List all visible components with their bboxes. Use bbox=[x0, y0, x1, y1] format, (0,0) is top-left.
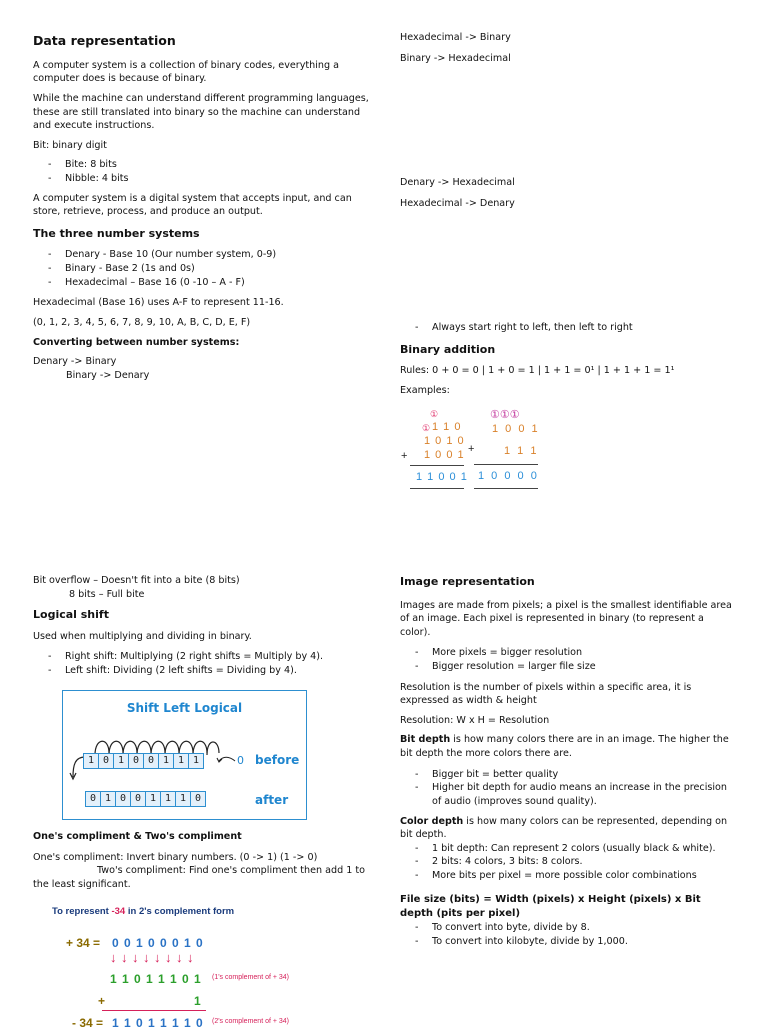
list-item: - Binary - Base 2 (1s and 0s) bbox=[33, 262, 373, 276]
bits-before bbox=[83, 753, 204, 769]
sum-line bbox=[474, 488, 538, 489]
paragraph: Two's compliment: Find one's compliment then add 1 to the least significant. bbox=[33, 865, 366, 890]
image-list bbox=[400, 646, 736, 673]
paragraph bbox=[400, 815, 736, 842]
list-item: - Bite: 8 bits bbox=[33, 158, 373, 172]
bit-cell: 1 bbox=[159, 754, 174, 768]
bit-cell: 0 bbox=[116, 792, 131, 806]
addend-row: 1 0 0 1 bbox=[424, 449, 465, 461]
row-ones-bits: 1 1 0 1 1 1 0 1 bbox=[110, 972, 202, 986]
paragraph: Hexadecimal (Base 16) uses A-F to represent 11-16. bbox=[33, 297, 284, 309]
image-representation-section bbox=[400, 574, 736, 948]
figure-title-part: To represent bbox=[52, 906, 112, 917]
color-depth-list bbox=[400, 842, 736, 883]
sum-line bbox=[102, 1010, 206, 1011]
addition-example-2 bbox=[468, 408, 548, 498]
before-label: before bbox=[255, 753, 300, 767]
right-conversion-section bbox=[400, 176, 740, 210]
list-item: - To convert into byte, divide by 8. bbox=[400, 921, 736, 935]
paragraph: Bit overflow – Doesn't fit into a bite (8 bits) bbox=[33, 575, 240, 586]
plus-sign: + bbox=[401, 450, 408, 462]
conversion-line: Denary -> Hexadecimal bbox=[400, 177, 515, 188]
addition-tip-list bbox=[400, 321, 740, 335]
paragraph: A computer system is a digital system that accepts input, and can store, retrieve, process, and produce an output. bbox=[33, 192, 352, 218]
row-plus34-bits: 0 0 1 0 0 0 1 0 bbox=[112, 936, 204, 950]
bit-cell: 0 bbox=[194, 793, 202, 804]
conversion-line: Binary -> Hexadecimal bbox=[400, 52, 511, 64]
conversion-line: Denary -> Binary bbox=[33, 356, 117, 368]
row-minus34-label: - 34 = bbox=[72, 1016, 104, 1030]
carry-icon: ① bbox=[430, 409, 439, 419]
zero-input: 0 bbox=[237, 754, 244, 767]
right-top-section bbox=[400, 31, 740, 65]
bit-cell: 1 bbox=[84, 754, 99, 768]
term: Color depth bbox=[400, 815, 464, 827]
bit-cell: 1 bbox=[192, 755, 200, 766]
bit-cell: 1 bbox=[146, 792, 161, 806]
binary-addition-section bbox=[400, 321, 740, 397]
add-one: 1 bbox=[194, 994, 201, 1008]
carry-icon: ① bbox=[422, 423, 431, 433]
sum-line bbox=[410, 488, 464, 489]
carry-icon: ①①① bbox=[490, 409, 520, 421]
invert-arrows-icon: ↓↓↓↓↓↓↓↓ bbox=[110, 950, 198, 965]
bit-cell: 1 bbox=[174, 754, 189, 768]
paragraph: Used when multiplying and dividing in binary. bbox=[33, 630, 252, 642]
bit-cell: 1 bbox=[161, 792, 176, 806]
term: Bit depth bbox=[400, 734, 451, 746]
paragraph: A computer system is a collection of binary codes, everything a computer does is because of binary. bbox=[33, 59, 340, 85]
after-label: after bbox=[255, 793, 289, 807]
figure-title-value: -34 bbox=[111, 906, 126, 917]
figure-title-part: in 2's complement form bbox=[125, 906, 235, 917]
bit-cell: 0 bbox=[144, 754, 159, 768]
list-item: - Always start right to left, then left to right bbox=[400, 321, 740, 335]
plus-sign: + bbox=[98, 994, 106, 1008]
heading-three-systems: The three number systems bbox=[33, 226, 200, 240]
conversion-line: Binary -> Denary bbox=[66, 369, 150, 381]
bit-cell: 0 bbox=[99, 754, 114, 768]
twos-complement-figure bbox=[52, 905, 372, 1030]
sum-row: 1 1 0 0 1 bbox=[416, 471, 468, 483]
bit-cell: 1 bbox=[176, 792, 191, 806]
paragraph: One's compliment: Invert binary numbers. (0 -> 1) (1 -> 0) bbox=[33, 851, 318, 863]
file-size-formula: File size (bits) = Width (pixels) x Height (pixels) x Bit depth (pits per pixel) bbox=[400, 893, 701, 919]
figure-title bbox=[52, 905, 234, 918]
sum-line bbox=[410, 465, 464, 466]
paragraph: Examples: bbox=[400, 384, 450, 396]
left-top-section bbox=[33, 32, 373, 382]
bits-after bbox=[85, 791, 206, 807]
list-item: - To convert into kilobyte, divide by 1,000. bbox=[400, 935, 736, 949]
definition: is how many colors can be represented, depending on bit depth. bbox=[400, 815, 728, 841]
paragraph: Bit: binary digit bbox=[33, 139, 107, 151]
file-size-list bbox=[400, 921, 736, 948]
addend-row: 1 1 0 bbox=[432, 421, 462, 433]
list-item: - Bigger bit = better quality bbox=[400, 768, 736, 782]
heading-image-representation: Image representation bbox=[400, 575, 535, 588]
heading-complements: One's compliment & Two's compliment bbox=[33, 831, 242, 842]
diagram-title: Shift Left Logical bbox=[126, 701, 243, 715]
zero-in-arrow-icon bbox=[215, 754, 237, 768]
bit-cell: 1 bbox=[101, 792, 116, 806]
bit-cell: 0 bbox=[129, 754, 144, 768]
list-item: - Right shift: Multiplying (2 right shifts = Multiply by 4). bbox=[33, 650, 373, 664]
sum-row: 1 0 0 0 0 bbox=[478, 470, 539, 482]
bit-depth-list bbox=[400, 768, 736, 809]
heading-binary-addition: Binary addition bbox=[400, 342, 496, 356]
systems-list bbox=[33, 248, 373, 289]
addend-row: 1 1 1 bbox=[504, 445, 539, 457]
addend-row: 1 0 0 1 bbox=[492, 423, 540, 435]
paragraph: Resolution is the number of pixels within a specific area, it is expressed as width & height bbox=[400, 681, 692, 707]
row-ones-note: (1's complement of + 34) bbox=[212, 974, 290, 981]
list-item: - More pixels = bigger resolution bbox=[400, 646, 736, 660]
bit-cell: 1 bbox=[114, 754, 129, 768]
sum-line bbox=[474, 464, 538, 465]
bit-cell: 0 bbox=[131, 792, 146, 806]
row-minus34-bits: 1 1 0 1 1 1 1 0 bbox=[112, 1016, 204, 1030]
list-item: - Hexadecimal – Base 16 (0 -10 – A - F) bbox=[33, 276, 373, 290]
bit-list bbox=[33, 158, 373, 185]
list-item: - Denary - Base 10 (Our number system, 0-9) bbox=[33, 248, 373, 262]
addend-row: 1 0 1 0 bbox=[424, 435, 465, 447]
plus-sign: + bbox=[468, 443, 475, 455]
bit-cell: 0 bbox=[86, 792, 101, 806]
list-item: - 2 bits: 4 colors, 3 bits: 8 colors. bbox=[400, 855, 736, 869]
paragraph: 8 bits – Full bite bbox=[69, 588, 145, 600]
list-item: - Left shift: Dividing (2 left shifts = Dividing by 4). bbox=[33, 664, 373, 678]
conversion-line: Hexadecimal -> Denary bbox=[400, 197, 515, 209]
paragraph: (0, 1, 2, 3, 4, 5, 6, 7, 8, 9, 10, A, B, C, D, E, F) bbox=[33, 316, 251, 328]
row-plus34-label: + 34 = bbox=[66, 936, 101, 950]
complement-section bbox=[33, 830, 373, 891]
list-item: - Bigger resolution = larger file size bbox=[400, 660, 736, 674]
conversion-line: Hexadecimal -> Binary bbox=[400, 32, 511, 43]
left-bottom-section bbox=[33, 574, 373, 678]
resolution-formula: Resolution: W x H = Resolution bbox=[400, 714, 550, 726]
paragraph: While the machine can understand different programming languages, these are still translated into binary so the machine can understand and execute instructions. bbox=[33, 92, 369, 132]
paragraph: Images are made from pixels; a pixel is the smallest identifiable area of an image. Each pixel is represented in binary (to represent a color). bbox=[400, 599, 732, 638]
heading-logical-shift: Logical shift bbox=[33, 608, 109, 622]
list-item: - 1 bit depth: Can represent 2 colors (usually black & white). bbox=[400, 842, 736, 856]
heading-converting: Converting between number systems: bbox=[33, 336, 240, 348]
paragraph bbox=[400, 733, 736, 760]
addition-rules: Rules: 0 + 0 = 0 | 1 + 0 = 1 | 1 + 1 = 0¹ | 1 + 1 + 1 = 1¹ bbox=[400, 365, 675, 377]
definition: is how many colors there are in an image. The higher the bit depth the more colors there are. bbox=[400, 734, 729, 760]
list-item: - More bits per pixel = more possible color combinations bbox=[400, 869, 736, 883]
shift-list bbox=[33, 650, 373, 677]
addition-example-1 bbox=[398, 408, 473, 498]
list-item: - Higher bit depth for audio means an increase in the precision of audio (improves sound quality). bbox=[400, 781, 736, 808]
list-item: - Nibble: 4 bits bbox=[33, 172, 373, 186]
page-title: Data representation bbox=[33, 33, 176, 48]
row-twos-note: (2's complement of + 34) bbox=[212, 1018, 290, 1025]
shift-left-diagram bbox=[62, 690, 307, 820]
